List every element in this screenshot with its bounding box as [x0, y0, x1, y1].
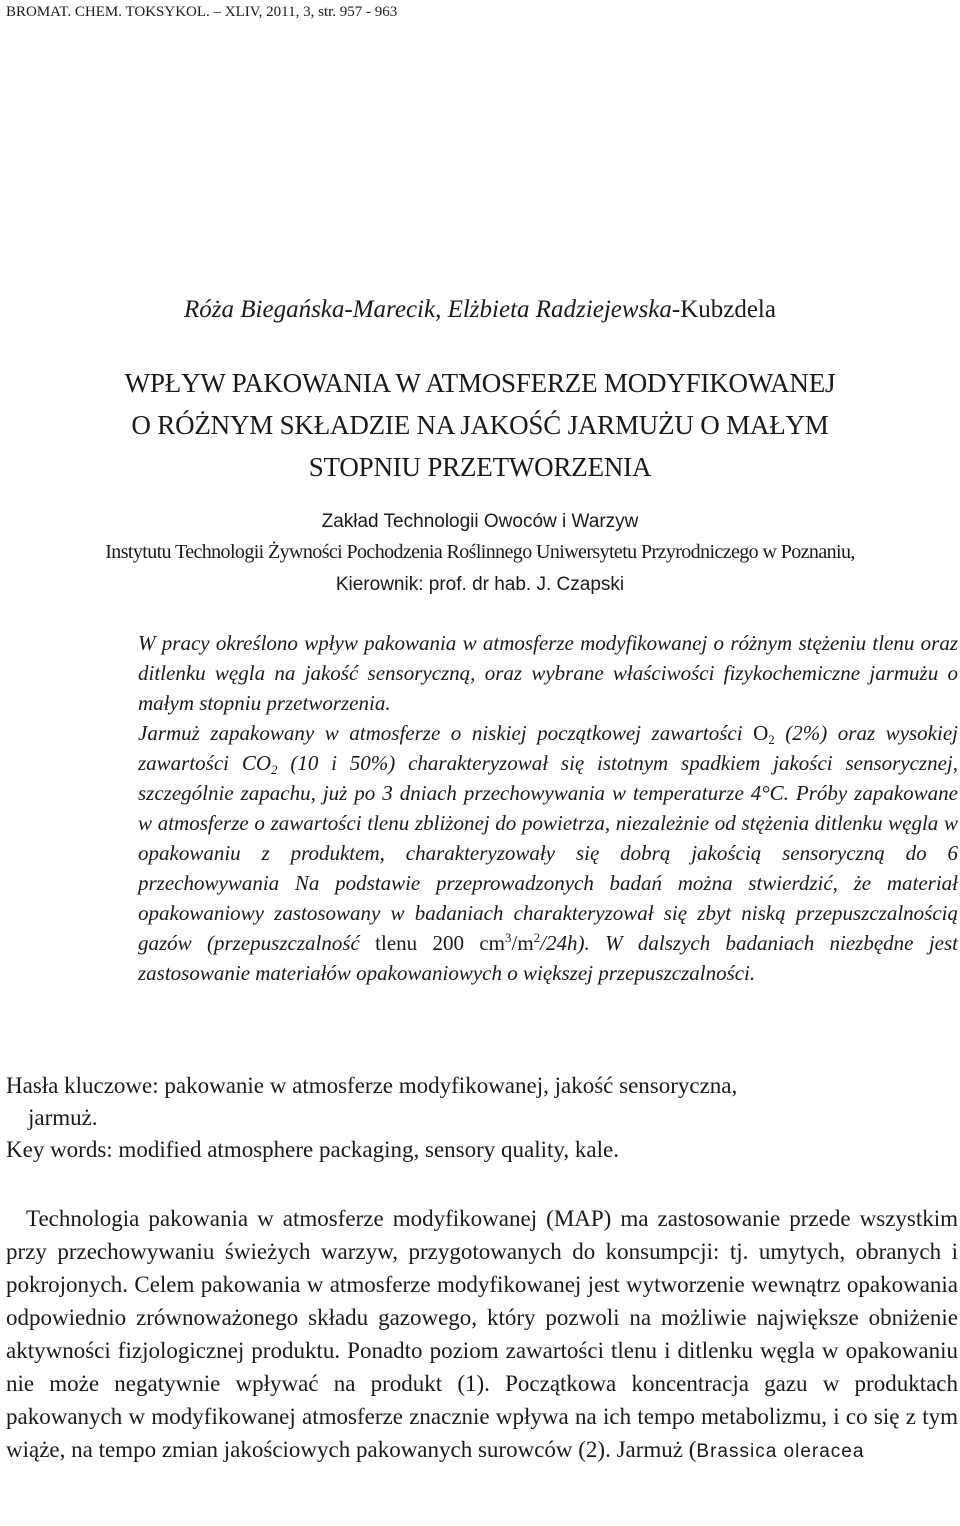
keywords-english: Key words: modified atmosphere packaging, sensory quality, kale. [6, 1137, 619, 1162]
abstract-text: (10 i 50%) charakteryzował się istotnym spadkiem jakości sensorycznej, szczególnie zapachu, już po 3 dniach przechowywania w temperaturze 4°C. Próby zapakowane w atmosferze o zawartości tlenu zbliżonej do powietrza, niezależnie od stężenia ditlenku węgla w opakowaniu z produktem, charakteryzowały się dobrą jakością sensoryczną do 6 przechowywania Na podstawie przeprowadzonych badań można stwierdzić, że materiał opakowaniowy zastosowany w badaniach charakteryzował się zbyt niską przepuszczalnością gazów (przepuszczalność [138, 751, 959, 955]
title-line-3: STOPNIU PRZETWORZENIA [308, 452, 652, 482]
keywords-polish: Hasła kluczowe: pakowanie w atmosferze modyfikowanej, jakość sensoryczna, [6, 1073, 738, 1098]
abstract-paragraph-1: W pracy określono wpływ pakowania w atmosferze modyfikowanej o różnym stężeniu tlenu oraz ditlenku węgla na jakość sensoryczną, oraz wybrane właściwości fizykochemiczne jarmużu o małym stopniu przetworzenia. [138, 631, 958, 715]
keywords-polish-continued: jarmuż. [28, 1105, 98, 1130]
authors-regular: Kubzdela [680, 296, 776, 323]
introduction-paragraph [6, 1202, 958, 1468]
unit-superscript-2: 2 [533, 930, 541, 945]
permeability-value: tlenu 200 cm [375, 931, 505, 955]
abstract-text: Jarmuż zapakowany w atmosferze o niskiej początkowej zawartości [138, 721, 754, 745]
article-title [0, 362, 960, 488]
title-line-1: WPŁYW PAKOWANIA W ATMOSFERZE MODYFIKOWANEJ [124, 368, 836, 398]
abstract-text: /24h). W dalszych badaniach niezbędne jest zastosowanie materiałów opakowaniowych o większej przepuszczalności. [138, 931, 958, 985]
authors [0, 296, 960, 324]
abstract [138, 628, 958, 988]
keywords [6, 1070, 956, 1166]
oxygen-symbol: O [753, 721, 769, 745]
title-line-2: O RÓŻNYM SKŁADZIE NA JAKOŚĆ JARMUŻU O MAŁYM [131, 410, 829, 440]
abstract-paragraph-2 [138, 718, 958, 988]
oxygen-subscript: 2 [768, 732, 775, 747]
affiliation-line-3: Kierownik: prof. dr hab. J. Czapski [335, 574, 625, 595]
latin-species-name: Brassica oleracea [696, 1441, 865, 1462]
journal-reference: BROMAT. CHEM. TOKSYKOL. – XLIV, 2011, 3, str. 957 - 963 [6, 4, 398, 20]
authors-italic: Róża Biegańska-Marecik, Elżbieta Radziejewska- [184, 296, 681, 323]
introduction [6, 1202, 958, 1468]
unit-superscript-3: 3 [504, 930, 512, 945]
permeability-unit: /m [511, 931, 534, 955]
affiliation-line-2: Instytutu Technologii Żywności Pochodzenia Roślinnego Uniwersytetu Przyrodniczego w Poznaniu, [105, 541, 855, 563]
co2-subscript: 2 [271, 762, 278, 777]
abstract-text: (2%) oraz wysokiej zawartości CO [138, 721, 958, 775]
introduction-text: Technologia pakowania w atmosferze modyfikowanej (MAP) ma zastosowanie przede wszystkim przy przechowywaniu świeżych warzyw, przygotowanych do konsumpcji: tj. umytych, obranych i pokrojonych. Celem pakowania w atmosferze modyfikowanej jest wytworzenie wewnątrz opakowania odpowiednio zrównoważonego składu gazowego, który pozwoli na możliwie największe obniżenie aktywności fizjologicznej produktu. Ponadto poziom zawartości tlenu i ditlenku węgla w opakowaniu nie może negatywnie wpływać na produkt (1). Początkowa koncentracja gazu w produktach pakowanych w modyfikowanej atmosferze znacznie wpływa na ich tempo metabolizmu, i co się z tym wiąże, na tempo zmian jakościowych pakowanych surowców (2). Jarmuż ( [6, 1206, 958, 1462]
affiliation-line-1: Zakład Technologii Owoców i Warzyw [321, 511, 639, 532]
